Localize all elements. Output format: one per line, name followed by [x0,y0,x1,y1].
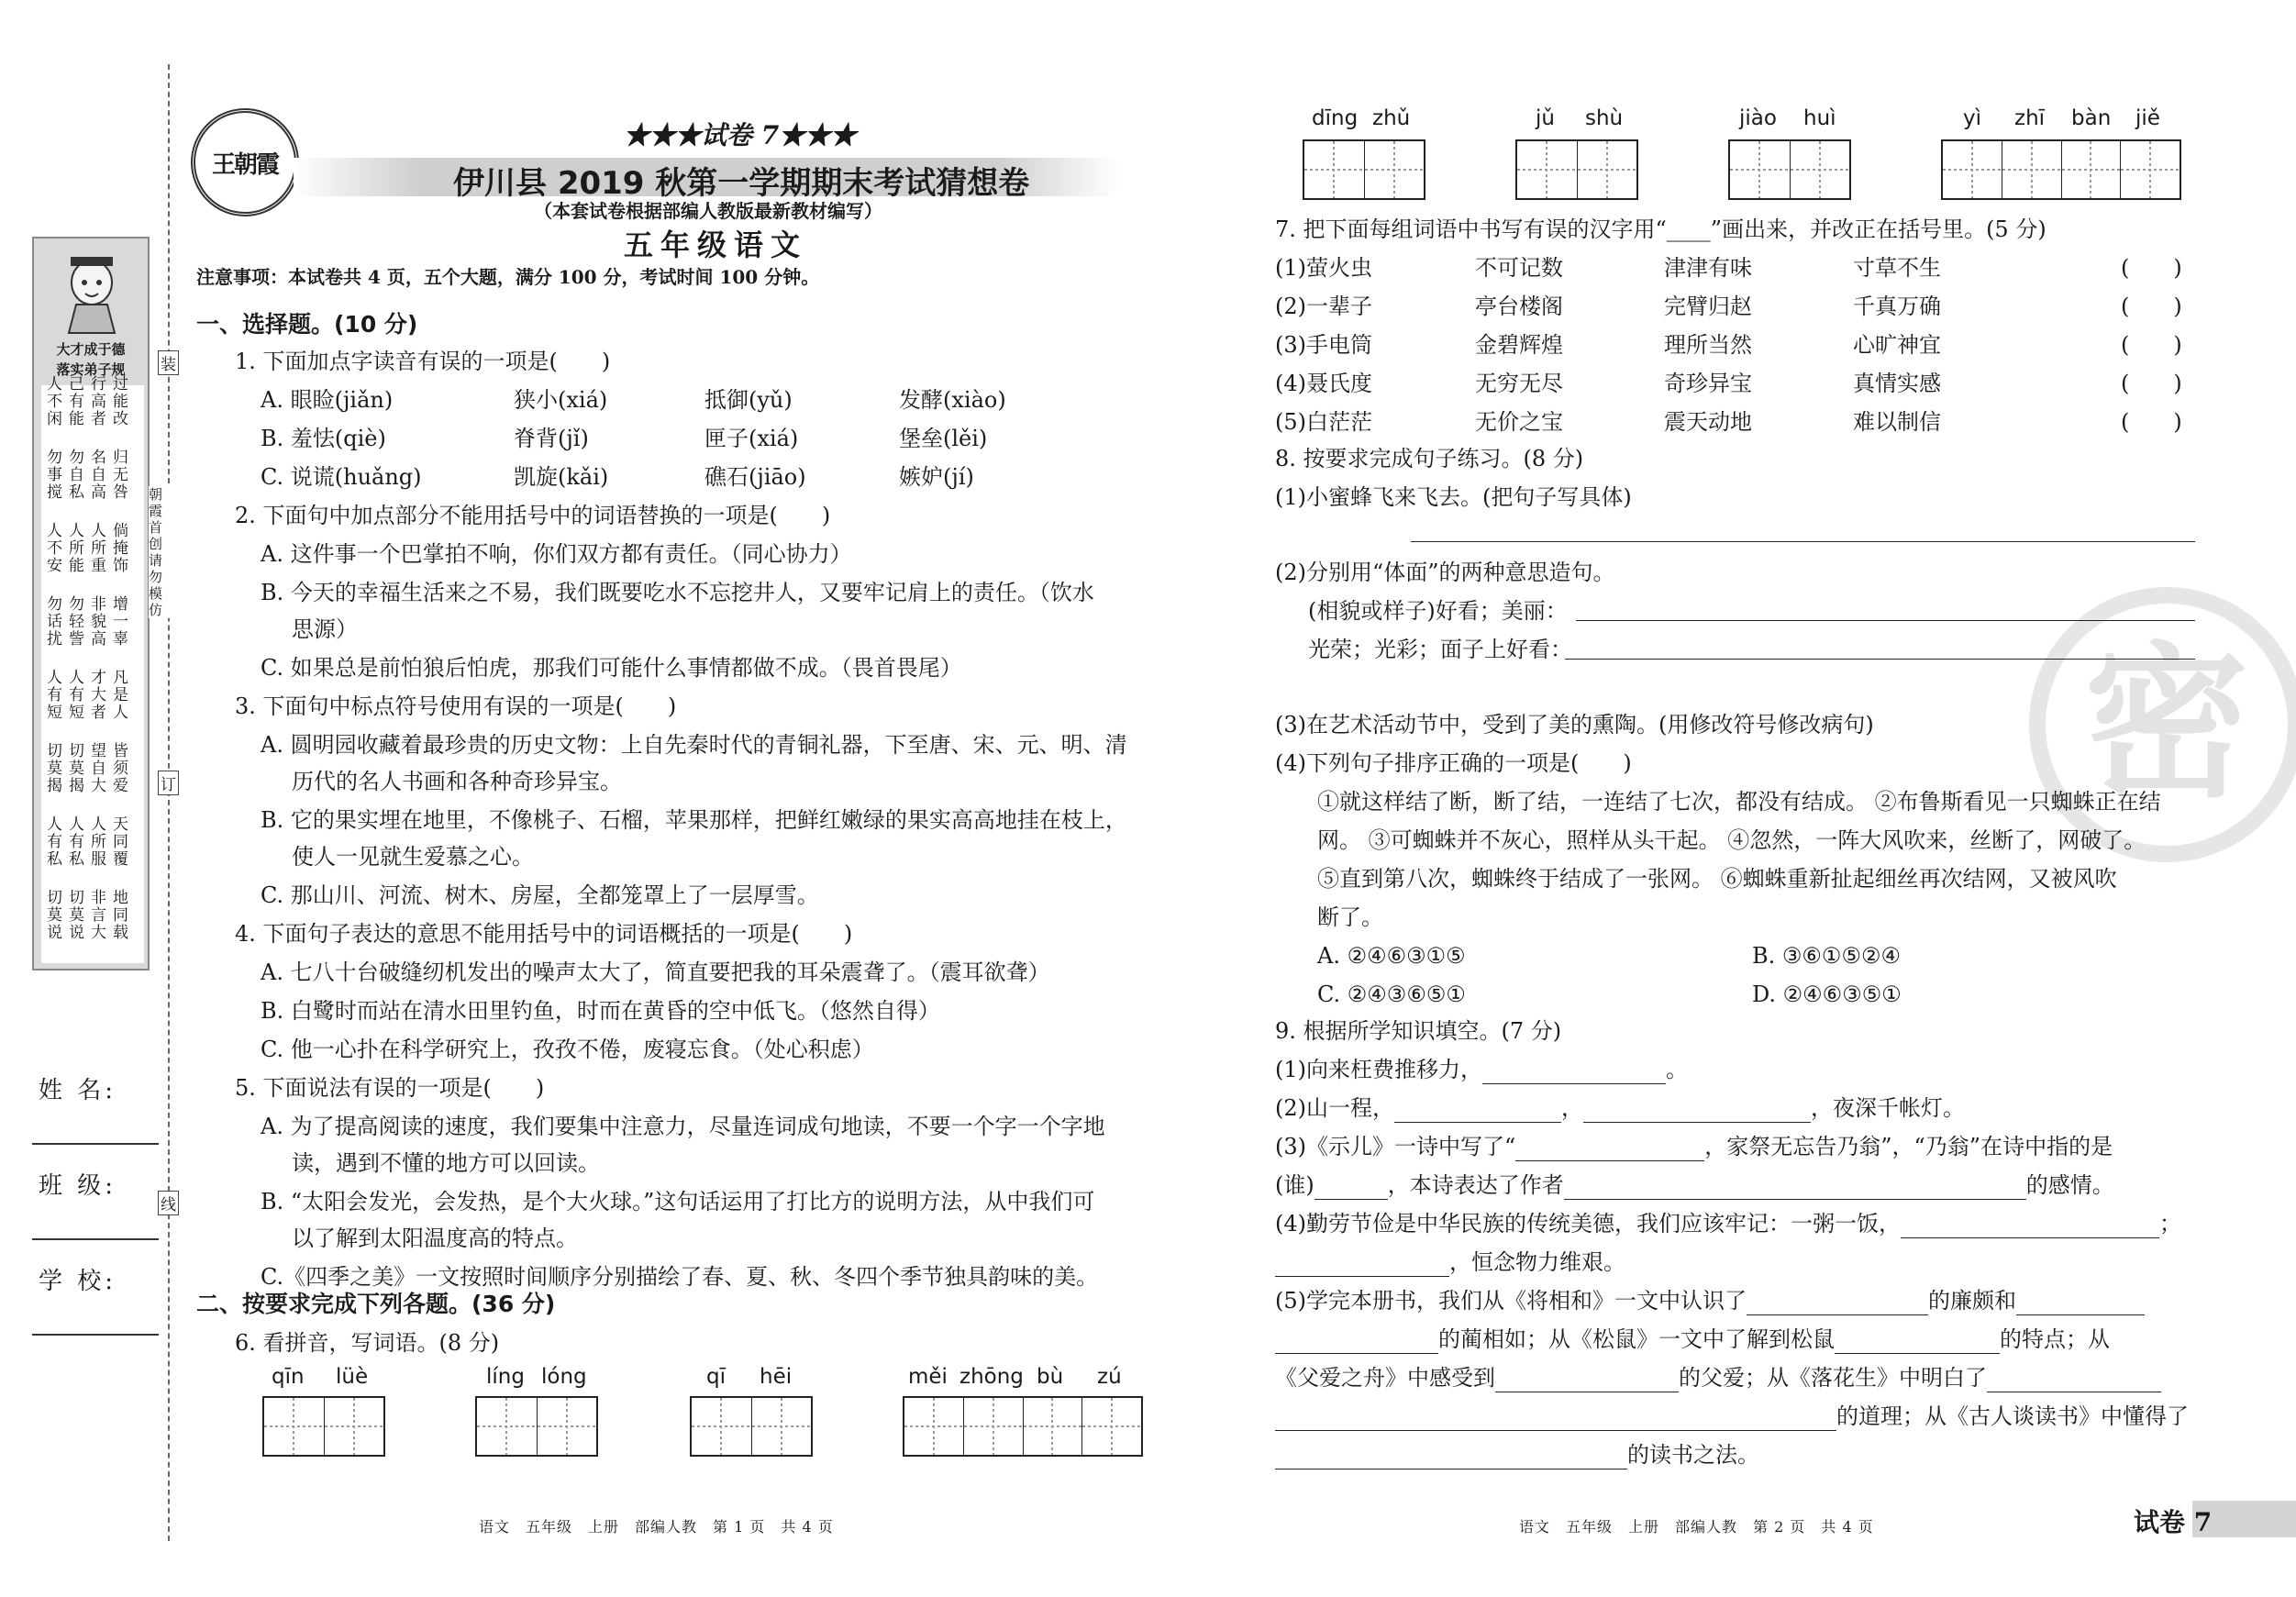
q1-option: C. 说谎(huǎng) [261,464,422,490]
pinyin: zú [1097,1365,1122,1389]
q1-option: A. 眼睑(jiǎn) [261,387,394,413]
blank[interactable] [1495,1371,1679,1392]
q9-text: 。 [1666,1057,1688,1082]
q8-part4: (4)下列句子排序正确的一项是( ) [1275,750,1632,776]
q8-part4-line2: 网。 ③可蜘蛛并不灰心，照样从头干起。 ④忽然，一阵大风吹来，丝断了，网破了。 [1317,827,2146,853]
motto-text: 勿事搅 [47,449,62,502]
q1-option: 凯旋(kǎi) [514,464,609,490]
q7-cell: (2)一辈子 [1275,294,1372,319]
blank[interactable] [1394,1102,1561,1123]
answer-paren[interactable]: ( ) [2121,371,2182,396]
writing-grid[interactable] [903,1396,1143,1457]
footer-left: 语文 五年级 上册 部编人教 第 1 页 共 4 页 [479,1518,834,1536]
q7-cell: 奇珍异宝 [1664,371,1752,396]
motto-text: 切莫揭 [47,742,62,795]
q1-option: 抵御(yǔ) [704,387,793,413]
motto-text: 凡是人 [113,669,128,722]
q7-cell: 真情实感 [1853,371,1941,396]
blank[interactable] [1901,1217,2159,1238]
motto-text: 人有私 [47,815,62,869]
q1-option: 匣子(xiá) [704,426,799,451]
motto-text: 行高者 [91,375,106,428]
q9-text: (2)山一程， [1275,1095,1394,1121]
blank[interactable] [1482,1063,1666,1084]
motto-text: 人所服 [91,815,106,869]
q8-part4-line4: 断了。 [1317,904,1383,930]
pinyin: jiě [2135,106,2160,130]
q7-cell: 震天动地 [1664,409,1752,435]
q3-option-c: C. 那山川、河流、树木、房屋，全都笼罩上了一层厚雪。 [261,882,819,908]
motto-text: 切莫说 [69,889,84,942]
q7-stem: 7. 把下面每组词语中书写有误的汉字用“____”画出来，并改正在括号里。(5 分) [1275,216,2046,242]
q9-text: ，恒念物力维艰。 [1449,1249,1625,1275]
writing-grid[interactable] [475,1396,598,1457]
q7-cell: 无价之宝 [1475,409,1563,435]
writing-grid[interactable] [690,1396,813,1457]
motto-text: 地同载 [113,889,128,942]
school-field[interactable] [32,1334,159,1336]
q9-text: ； [2159,1211,2181,1237]
q2-option-b-line1: B. 今天的幸福生活来之不易，我们既要吃水不忘挖井人，又要牢记肩上的责任。（饮水 [261,580,1094,605]
q8-stem: 8. 按要求完成句子练习。(8 分) [1275,446,1584,471]
pinyin: měi [908,1365,948,1389]
motto-text: 己有能 [69,375,84,428]
motto-text: 人有私 [69,815,84,869]
q8-part4-line1: ①就这样结了断，断了结，一连结了七次，都没有结成。 ②布鲁斯看见一只蜘蛛正在结 [1317,789,2161,815]
motto-text: 人所能 [69,522,84,575]
q9-text: (5)学完本册书，我们从《将相和》一文中认识了 [1275,1288,1747,1314]
q9-line1 [1275,1055,1688,1084]
q6-stem: 6. 看拼音，写词语。(8 分) [235,1330,500,1356]
blank[interactable] [1275,1256,1449,1277]
q9-line11 [1275,1440,1759,1469]
q1-option: 发酵(xiào) [899,387,1006,413]
q8-option-a: A. ②④⑥③①⑤ [1317,943,1466,969]
motto-text: 勿话扰 [47,595,62,649]
binding-label: 订 [158,771,179,795]
notice: 注意事项：本试卷共 4 页，五个大题，满分 100 分，考试时间 100 分钟。 [196,266,820,288]
q9-text: ， [1561,1095,1583,1121]
q9-text: 的特点；从 [2000,1326,2110,1352]
pinyin: hēi [760,1365,793,1389]
q7-cell: (4)聂氏度 [1275,371,1372,396]
name-field[interactable] [32,1143,159,1145]
answer-paren[interactable]: ( ) [2121,332,2182,358]
pinyin: lóng [541,1365,587,1389]
blank[interactable] [1314,1179,1388,1200]
footer-right: 语文 五年级 上册 部编人教 第 2 页 共 4 页 [1519,1518,1874,1536]
motto-text: 过能改 [113,375,128,428]
answer-line[interactable] [1411,541,2195,542]
section1-title: 一、选择题。(10 分) [196,311,418,338]
blank[interactable] [1583,1102,1811,1123]
section2-title: 二、按要求完成下列各题。(36 分) [196,1291,556,1317]
q2-option-c: C. 如果总是前怕狼后怕虎，那我们可能什么事情都做不成。（畏首畏尾） [261,655,962,681]
q3-option-b-line2: 使人一见就生爱慕之心。 [292,844,534,870]
q9-line3 [1275,1132,2113,1161]
blank[interactable] [1835,1333,2000,1354]
pinyin: huì [1803,106,1836,130]
writing-grid[interactable] [262,1396,385,1457]
binding-warning: 朝霞首创 请勿模仿 [149,486,171,618]
q9-text: (3)《示儿》一诗中写了“ [1275,1134,1516,1159]
grade-subject: 五年级语文 [624,227,808,262]
q9-text: (4)勤劳节俭是中华民族的传统美德，我们应该牢记：一粥一饭， [1275,1211,1901,1237]
q7-cell: 不可记数 [1475,255,1563,281]
blank[interactable] [1275,1410,1836,1431]
q9-text: 《父爱之舟》中感受到 [1275,1365,1495,1391]
q9-line8 [1275,1325,2110,1354]
q7-cell: (3)手电筒 [1275,332,1372,358]
answer-line[interactable] [1576,620,2195,621]
q7-cell: 寸草不生 [1853,255,1941,281]
binding-label: 线 [158,1191,179,1215]
q8-part4-line3: ⑤直到第八次，蜘蛛终于结成了一张网。 ⑥蜘蛛重新扯起细丝再次结网，又被风吹 [1317,866,2117,892]
q1-option: 堡垒(lěi) [899,426,988,451]
motto-text: 勿轻訾 [69,595,84,649]
q8-part2b: 光荣；光彩；面子上好看： [1308,637,1572,662]
q9-text: 的感情。 [2025,1172,2114,1198]
q7-cell: 完臂归赵 [1664,294,1752,319]
pinyin: bàn [2071,106,2112,130]
q9-text: 的读书之法。 [1627,1442,1759,1468]
q5-option-c: C.《四季之美》一文按照时间顺序分别描绘了春、夏、秋、冬四个季节独具韵味的美。 [261,1264,1099,1290]
q7-cell: 心旷神宜 [1853,332,1941,358]
q9-stem: 9. 根据所学知识填空。(7 分) [1275,1018,1562,1044]
q9-line6 [1275,1248,1625,1277]
motto-text: 人有短 [69,669,84,722]
blank[interactable] [1275,1333,1438,1354]
q4-stem: 4. 下面句子表达的意思不能用括号中的词语概括的一项是( ) [235,921,853,947]
q8-option-d: D. ②④⑥③⑤① [1752,981,1902,1007]
q9-text: 的道理；从《古人谈读书》中懂得了 [1836,1403,2189,1429]
answer-paren[interactable]: ( ) [2121,409,2182,435]
watermark: 密 [2029,587,2296,862]
writing-grid[interactable] [1515,139,1638,200]
q5-option-a-line2: 读，遇到不懂的地方可以回读。 [292,1150,600,1176]
q7-cell: 亭台楼阁 [1475,294,1563,319]
q8-part2: (2)分别用“体面”的两种意思造句。 [1275,560,1615,585]
q2-option-b-line2: 思源） [292,616,358,642]
writing-grid[interactable] [1941,139,2181,200]
q9-text: (1)向来枉费推移力， [1275,1057,1482,1082]
motto-text: 非言大 [91,889,106,942]
q8-part2a: (相貌或样子)好看；美丽： [1308,598,1568,624]
answer-paren[interactable]: ( ) [2121,294,2182,319]
motto-text: 归无咎 [113,449,128,502]
q7-cell: 津津有味 [1664,255,1752,281]
motto-text: 人不安 [47,522,62,575]
q9-text: 的父爱；从《落花生》中明白了 [1679,1365,1987,1391]
pinyin: jǔ [1536,106,1555,130]
motto-text: 增一辜 [113,595,128,649]
blank[interactable] [1515,1140,1704,1161]
motto-text: 皆须爱 [113,742,128,795]
motto-text: 名自高 [91,449,106,502]
exam-subtitle: （本套试卷根据部编人教版最新教材编写） [534,200,882,222]
pinyin: lüè [336,1365,369,1389]
motto-text: 人不闲 [47,375,62,428]
q9-line4 [1275,1170,2114,1200]
q9-line9 [1275,1363,2161,1392]
school-label: 学 校: [39,1268,117,1295]
q8-part1: (1)小蜜蜂飞来飞去。(把句子写具体) [1275,484,1632,510]
pinyin: dīng [1312,106,1359,130]
q4-option-b: B. 白鹭时而站在清水田里钓鱼，时而在黄昏的空中低飞。（悠然自得） [261,998,940,1024]
motto-text: 倘掩饰 [113,522,128,575]
q8-option-b: B. ③⑥①⑤②④ [1752,943,1901,969]
motto-text: 望自大 [91,742,106,795]
q1-option: B. 羞怯(qiè) [261,426,386,451]
blank[interactable] [1987,1371,2161,1392]
q1-option: 脊背(jǐ) [514,426,589,451]
q5-option-b-line1: B. “太阳会发光，会发热，是个大火球。”这句话运用了打比方的说明方法，从中我们可 [261,1189,1095,1214]
blank[interactable] [1275,1448,1627,1469]
pinyin: yì [1963,106,1982,130]
name-label: 姓 名: [39,1077,117,1104]
q7-cell: 金碧辉煌 [1475,332,1563,358]
q7-cell: 难以制信 [1853,409,1941,435]
series-tag: ★★★试卷 7★★★ [624,120,857,150]
class-field[interactable] [32,1238,159,1240]
q3-option-b-line1: B. 它的果实埋在地里，不像桃子、石榴，苹果那样，把鲜红嫩绿的果实高高地挂在枝上， [261,807,1127,833]
q1-stem: 1. 下面加点字读音有误的一项是( ) [235,349,611,374]
q3-option-a-line1: A. 圆明园收藏着最珍贵的历史文物：上自先秦时代的青铜礼器，下至唐、宋、元、明、清 [261,732,1127,758]
q9-text: ，本诗表达了作者 [1387,1172,1564,1198]
q7-cell: (1)萤火虫 [1275,255,1372,281]
q2-option-a: A. 这件事一个巴掌拍不响，你们双方都有责任。（同心协力） [261,541,852,567]
pinyin: bù [1037,1365,1064,1389]
student-cartoon-icon [50,246,133,338]
q9-line7 [1275,1286,2145,1315]
q9-line10 [1275,1402,2189,1431]
footer-badge: 试卷 7 [2134,1507,2213,1537]
logo-text: 王朝霞 [211,150,278,179]
pinyin: qī [706,1365,726,1389]
answer-line[interactable] [1565,659,2195,660]
pinyin: líng [486,1365,525,1389]
motto-text: 人有短 [47,669,62,722]
q7-cell: (5)白茫茫 [1275,409,1372,435]
pinyin: jiào [1739,106,1777,130]
motto-text: 切莫揭 [69,742,84,795]
q5-stem: 5. 下面说法有误的一项是( ) [235,1075,545,1101]
q7-cell: 理所当然 [1664,332,1752,358]
q5-option-b-line2: 以了解到太阳温度高的特点。 [292,1225,578,1251]
q9-line5 [1275,1209,2181,1238]
q8-part3: (3)在艺术活动节中，受到了美的熏陶。(用修改符号修改病句) [1275,712,1874,738]
motto-text: 人所重 [91,522,106,575]
binding-label: 装 [158,350,179,375]
writing-grid[interactable] [1728,139,1851,200]
q9-text: ，夜深千帐灯。 [1811,1095,1965,1121]
q1-option: 礁石(jiāo) [704,464,806,490]
q3-stem: 3. 下面句中标点符号使用有误的一项是( ) [235,693,677,719]
q9-text: ，家祭无忘告乃翁”，“乃翁”在诗中指的是 [1704,1134,2113,1159]
pinyin: zhǔ [1372,106,1411,130]
blank[interactable] [2016,1294,2145,1315]
q9-text: 的蔺相如；从《松鼠》一文中了解到松鼠 [1438,1326,1835,1352]
answer-paren[interactable]: ( ) [2121,255,2182,281]
q1-option: 嫉妒(jí) [899,464,974,490]
q9-text: 的廉颇和 [1928,1288,2016,1314]
class-label: 班 级: [39,1172,117,1200]
sidebar-banner-bottom: 落实弟子规 [56,361,126,378]
motto-text: 切莫说 [47,889,62,942]
q8-option-c: C. ②④③⑥⑤① [1317,981,1466,1007]
q9-line2 [1275,1093,1965,1123]
blank[interactable] [1747,1294,1928,1315]
pinyin: shù [1585,106,1624,130]
motto-text: 非貌高 [91,595,106,649]
motto-text: 勿自私 [69,449,84,502]
pinyin: zhī [2014,106,2046,130]
sidebar-banner-top: 大才成于德 [56,341,126,358]
writing-grid[interactable] [1303,139,1425,200]
motto-text: 才大者 [91,669,106,722]
logo-icon [191,108,299,216]
blank[interactable] [1564,1179,2026,1200]
q5-option-a-line1: A. 为了提高阅读的速度，我们要集中注意力，尽量连词成句地读，不要一个字一个字地 [261,1114,1105,1139]
pinyin: qīn [272,1365,305,1389]
motto-text: 天同覆 [113,815,128,869]
q4-option-a: A. 七八十台破缝纫机发出的噪声太大了，简直要把我的耳朵震聋了。（震耳欲聋） [261,959,1050,985]
q7-cell: 无穷无尽 [1475,371,1563,396]
pinyin: zhōng [959,1365,1024,1389]
q7-cell: 千真万确 [1853,294,1941,319]
q4-option-c: C. 他一心扑在科学研究上，孜孜不倦，废寝忘食。（处心积虑） [261,1037,874,1062]
q9-text: (谁) [1275,1172,1314,1198]
q3-option-a-line2: 历代的名人书画和各种奇珍异宝。 [292,769,622,794]
binding-line [168,64,170,1541]
q2-stem: 2. 下面句中加点部分不能用括号中的词语替换的一项是( ) [235,503,831,528]
exam-title: 伊川县 2019 秋第一学期期末考试猜想卷 [453,165,1030,202]
q1-option: 狭小(xiá) [514,387,608,413]
